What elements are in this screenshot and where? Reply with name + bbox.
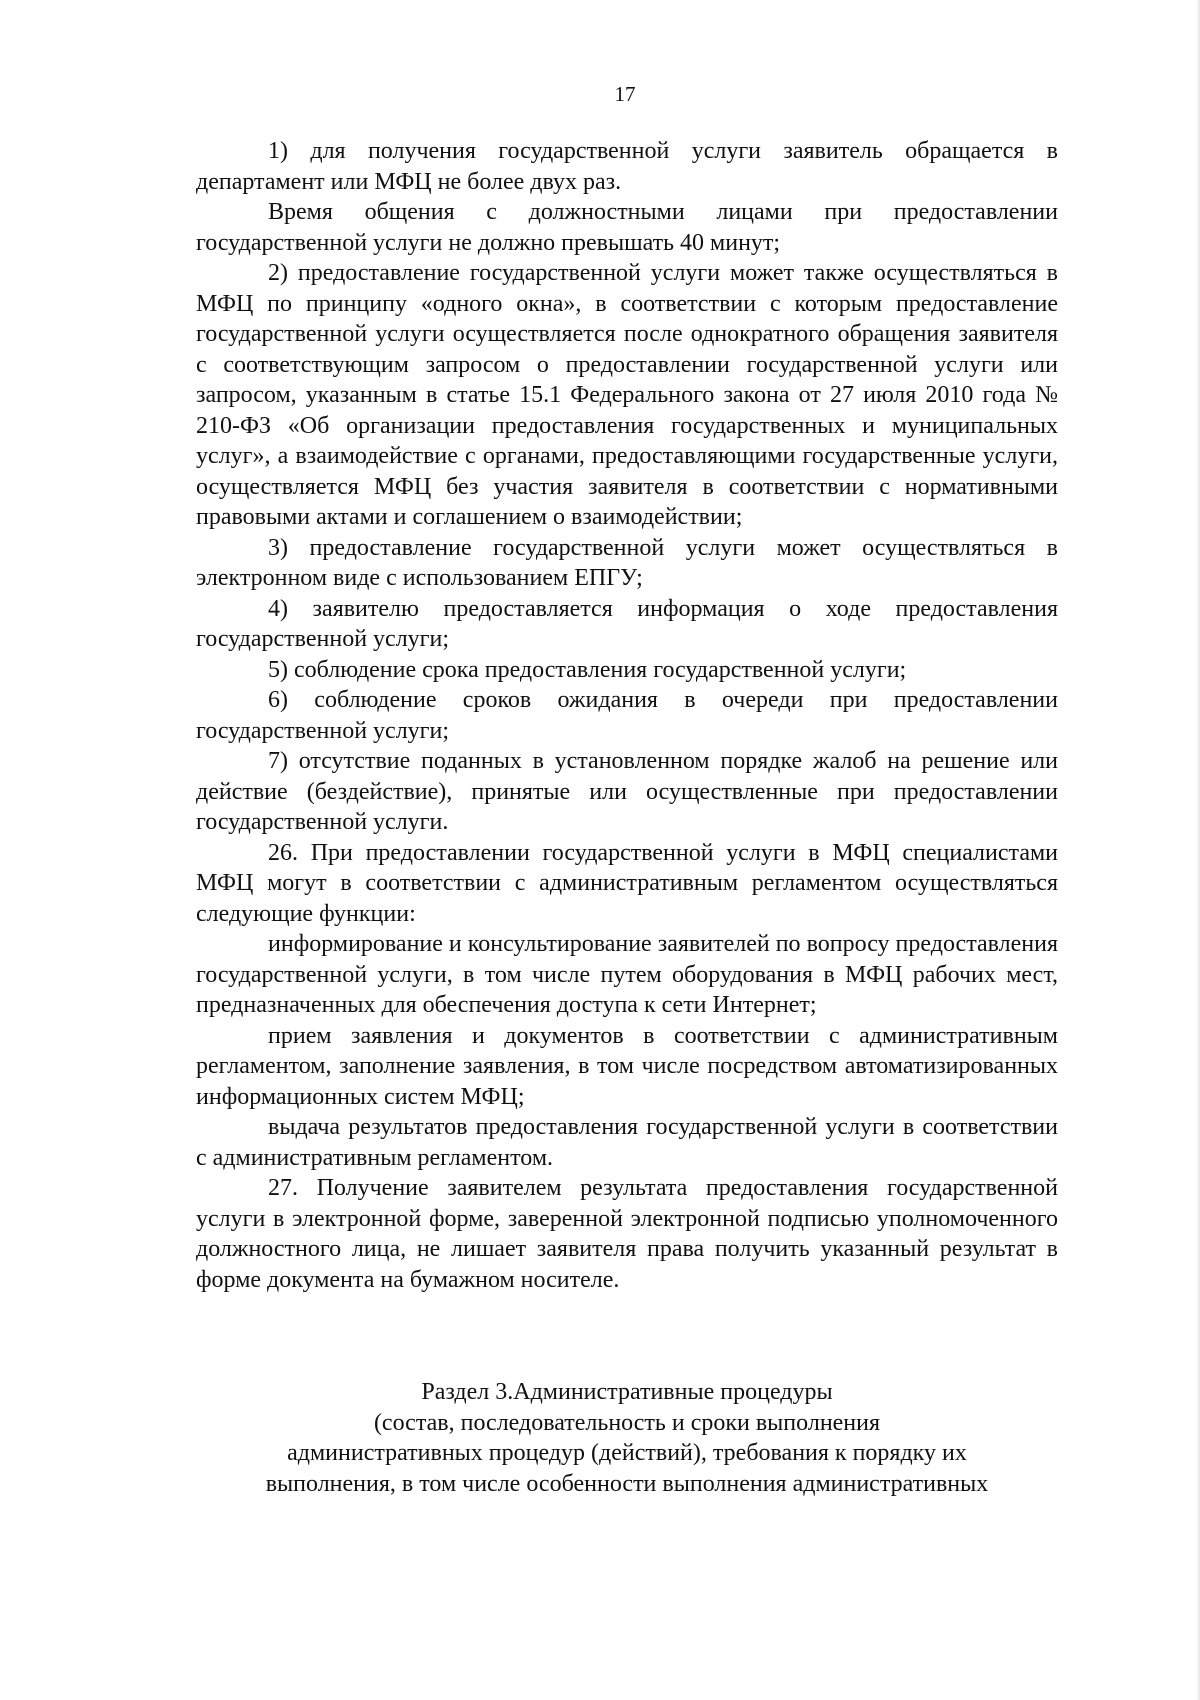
section-heading-line-3: административных процедур (действий), требования к порядку их [287, 1440, 967, 1466]
paragraph-9: 26. При предоставлении государственной услуги в МФЦ специалистами МФЦ могут в соответствии с административным регламентом осуществляться следующие функции: [196, 839, 1058, 927]
paragraph-7: 6) соблюдение сроков ожидания в очереди при предоставлении государственной услуги; [196, 687, 1058, 744]
paragraph-11: прием заявления и документов в соответствии с административным регламентом, заполнение заявления, в том числе посредством автоматизированных информационных систем МФЦ; [196, 1022, 1058, 1110]
section-heading [196, 1377, 1058, 1499]
section-heading-line-2: (состав, последовательность и сроки выполнения [373, 1409, 881, 1436]
paragraph-8: 7) отсутствие поданных в установленном порядке жалоб на решение или действие (бездействие), принятые или осуществленные при предоставлении государственной услуги. [196, 748, 1058, 835]
paragraph-13: 27. Получение заявителем результата предоставления государственной услуги в электронной форме, заверенной электронной подписью уполномоченного должностного лица, не лишает заявителя права получить указанный результат в форме документа на бумажном носителе. [196, 1175, 1058, 1293]
paragraph-10: информирование и консультирование заявителей по вопросу предоставления государственной услуги, в том числе путем оборудования в МФЦ рабочих мест, предназначенных для обеспечения доступа к сети Интернет; [196, 931, 1058, 1018]
paragraph-3: 2) предоставление государственной услуги может также осуществляться в МФЦ по принципу «одного окна», в соответствии с которым предоставление государственной услуги осуществляется после однократного обращения заявителя с соответствующим запросом о предоставлении государственной услуги или запросом, указанным в статье 15.1 Федерального закона от 27 июля 2010 года № 210-ФЗ «Об организации предоставления государственных и муниципальных услуг», а взаимодействие с органами, предоставляющими государственные услуги, осуществляется МФЦ без участия заявителя в соответствии с нормативными правовыми актами и соглашением о взаимодействии; [196, 260, 1058, 530]
paragraph-4: 3) предоставление государственной услуги может осуществляться в электронном виде с использованием ЕПГУ; [196, 534, 1058, 591]
scan-edge-shadow [1196, 0, 1200, 1700]
document-body [196, 136, 1058, 1295]
paragraph-5: 4) заявителю предоставляется информация о ходе предоставления государственной услуги; [196, 595, 1058, 652]
paragraph-2: Время общения с должностными лицами при предоставлении государственной услуги не должно превышать 40 минут; [196, 199, 1058, 256]
paragraph-1: 1) для получения государственной услуги заявитель обращается в департамент или МФЦ не более двух раз. [196, 138, 1058, 195]
section-heading-line-1: Раздел 3.Административные процедуры [421, 1379, 833, 1405]
paragraph-6: 5) соблюдение срока предоставления государственной услуги; [268, 656, 907, 683]
page-number: 17 [614, 82, 636, 106]
paragraph-12: выдача результатов предоставления государственной услуги в соответствии с административным регламентом. [196, 1114, 1058, 1171]
section-heading-line-4: выполнения, в том числе особенности выполнения административных [265, 1470, 989, 1497]
